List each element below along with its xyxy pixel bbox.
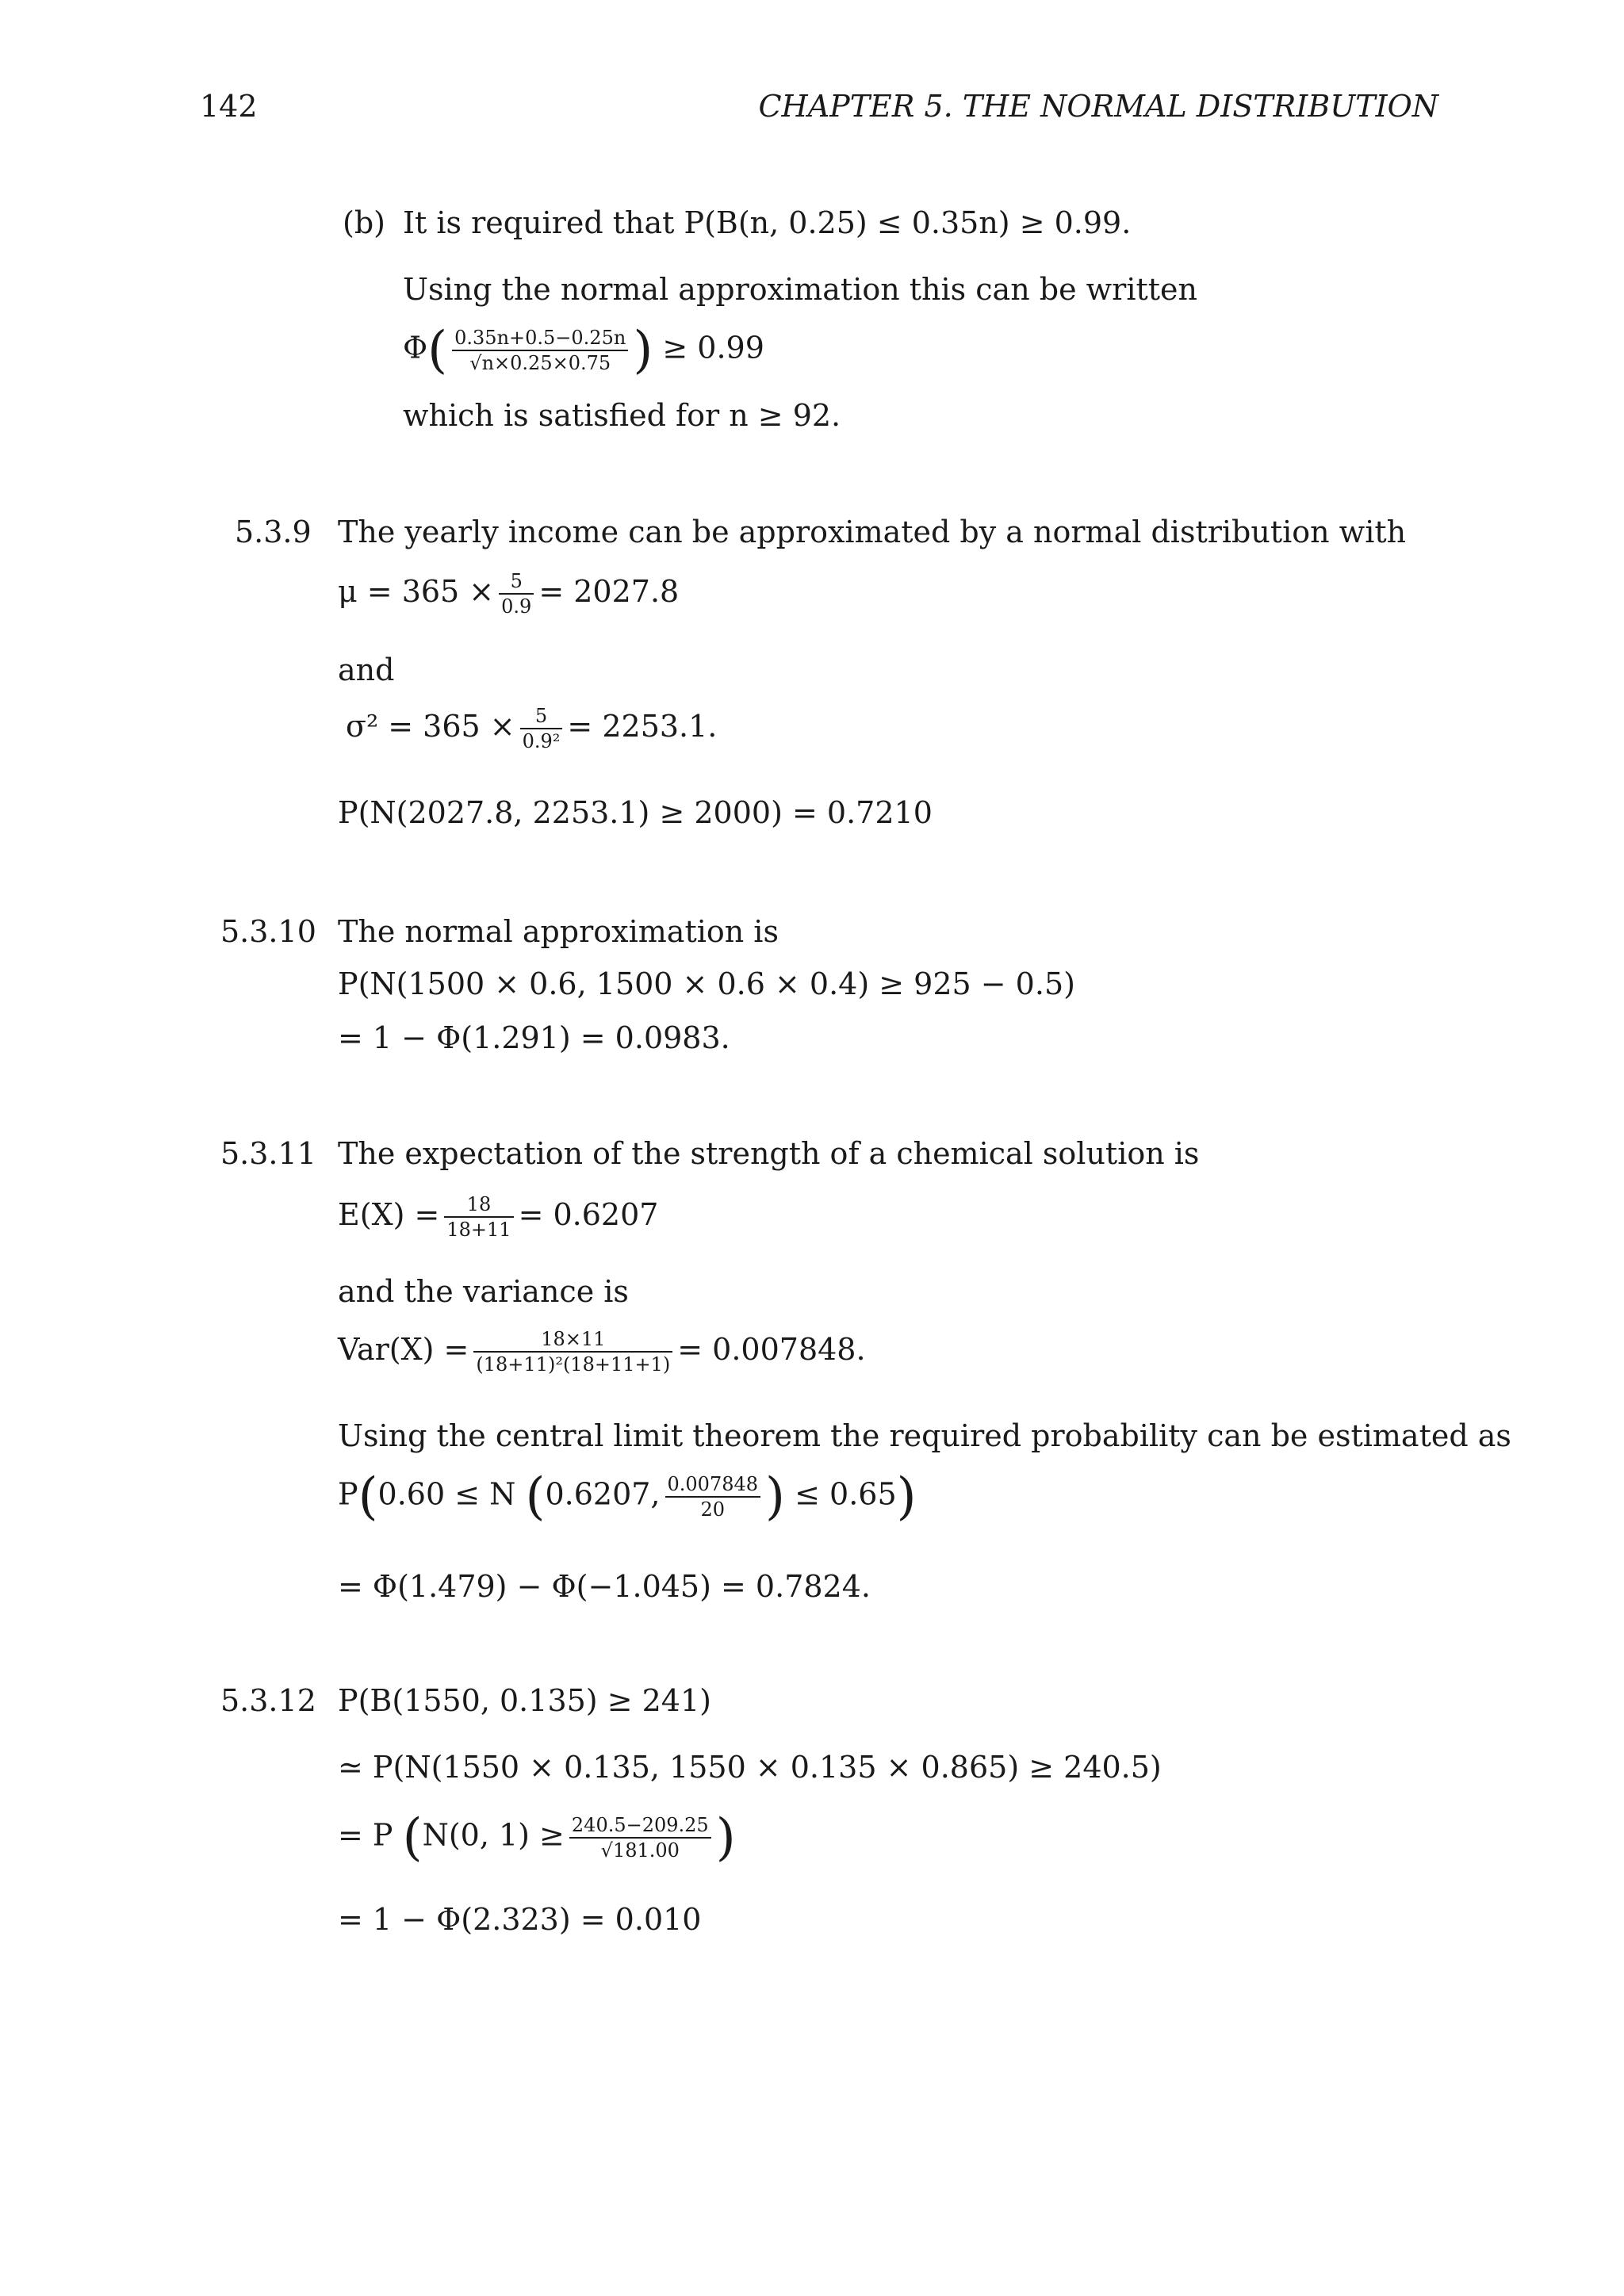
denominator: 0.9²	[522, 730, 561, 753]
equation-rhs: = 0.6207	[518, 1196, 659, 1232]
clt-text: Using the central limit theorem the required probability can be estimated as	[338, 1418, 1511, 1453]
equation-line: P(N(1500 × 0.6, 1500 × 0.6 × 0.4) ≥ 925 − 0.5)	[338, 966, 1075, 1001]
expectation-equation	[338, 1194, 658, 1241]
paren-open: (	[427, 321, 448, 380]
fraction	[499, 571, 534, 618]
page-number: 142	[200, 89, 258, 124]
prob-term: 0.60 ≤ N	[377, 1476, 516, 1512]
sigma-equation	[346, 706, 717, 752]
equation-rhs: = 0.007848.	[677, 1331, 866, 1367]
probability-result: P(N(2027.8, 2253.1) ≥ 2000) = 0.7210	[338, 795, 933, 830]
fraction	[444, 1194, 513, 1241]
problem-intro: The normal approximation is	[338, 914, 779, 949]
problem-number: 5.3.11	[220, 1136, 316, 1171]
prob-term: ≤ 0.65	[795, 1476, 897, 1512]
standardized-equation	[338, 1808, 736, 1867]
variance-equation	[338, 1329, 866, 1376]
denominator: 0.9	[501, 595, 532, 618]
fraction	[520, 706, 563, 752]
equation-rhs: ≥ 0.99	[662, 330, 764, 365]
part-b-line-4: which is satisfied for n ≥ 92.	[403, 398, 841, 433]
prob-term: N(0, 1) ≥	[422, 1817, 565, 1853]
part-b-line-2: Using the normal approximation this can be written	[403, 272, 1197, 307]
equation-result: = 1 − Φ(1.291) = 0.0983.	[338, 1020, 730, 1055]
problem-number: 5.3.9	[235, 515, 312, 549]
equation-line: P(B(1550, 0.135) ≥ 241)	[338, 1683, 711, 1718]
equation-rhs: = 2253.1.	[567, 708, 718, 744]
denominator: 20	[700, 1498, 726, 1521]
denominator: √181.00	[600, 1839, 680, 1862]
numerator: 5	[520, 706, 563, 729]
fraction	[473, 1329, 672, 1376]
running-header: CHAPTER 5. THE NORMAL DISTRIBUTION	[758, 89, 1438, 124]
paren-close: )	[765, 1468, 785, 1526]
equation-result: = 1 − Φ(2.323) = 0.010	[338, 1902, 702, 1937]
numerator: 18	[444, 1194, 513, 1218]
variance-intro: and the variance is	[338, 1274, 629, 1309]
paren-close: )	[896, 1468, 917, 1526]
part-b-equation	[403, 321, 764, 380]
numerator: 240.5−209.25	[569, 1815, 711, 1839]
paren-open: (	[525, 1468, 546, 1526]
prob-symbol: P	[338, 1476, 358, 1512]
mu-equation	[338, 571, 679, 618]
prob-term: 0.6207,	[545, 1476, 661, 1512]
fraction	[452, 327, 628, 374]
problem-intro: The expectation of the strength of a chemical solution is	[338, 1136, 1200, 1171]
connector-text: and	[338, 652, 395, 687]
paren-open: (	[402, 1808, 423, 1867]
denominator: 18+11	[446, 1219, 511, 1242]
problem-number: 5.3.10	[220, 914, 316, 949]
equation-result: = Φ(1.479) − Φ(−1.045) = 0.7824.	[338, 1569, 871, 1604]
paren-open: (	[358, 1468, 378, 1526]
denominator: (18+11)²(18+11+1)	[476, 1353, 671, 1376]
numerator: 0.35n+0.5−0.25n	[452, 327, 628, 351]
equation-lhs: σ² = 365 ×	[346, 708, 515, 744]
part-b-line-1: It is required that P(B(n, 0.25) ≤ 0.35n) ≥ 0.99.	[403, 205, 1132, 240]
denominator: √n×0.25×0.75	[469, 352, 611, 374]
fraction	[569, 1815, 711, 1862]
problem-number: 5.3.12	[220, 1683, 316, 1718]
paren-close: )	[633, 321, 653, 380]
equation-lhs: = P	[338, 1817, 393, 1853]
equation-lhs: Var(X) =	[338, 1331, 469, 1367]
clt-equation	[338, 1468, 917, 1526]
numerator: 0.007848	[665, 1474, 761, 1498]
equation-lhs: μ = 365 ×	[338, 573, 495, 609]
numerator: 18×11	[473, 1329, 672, 1353]
part-label: (b)	[343, 205, 385, 240]
equation-line: ≃ P(N(1550 × 0.135, 1550 × 0.135 × 0.865) ≥ 240.5)	[338, 1750, 1162, 1785]
problem-intro: The yearly income can be approximated by a normal distribution with	[338, 515, 1407, 549]
paren-close: )	[715, 1808, 736, 1867]
equation-rhs: = 2027.8	[538, 573, 680, 609]
fraction	[665, 1474, 761, 1521]
phi-symbol: Φ	[403, 330, 428, 365]
equation-lhs: E(X) =	[338, 1196, 440, 1232]
numerator: 5	[499, 571, 534, 595]
